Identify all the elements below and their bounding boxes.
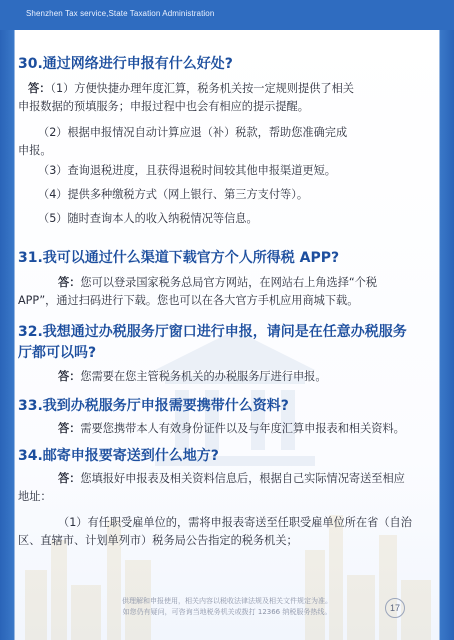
question-34-point1-line2: 区、直辖市、计划单列市）税务局公告指定的税务机关；: [18, 534, 298, 547]
question-34-answer-line1: 答：您填报好申报表及相关资料信息后，根据自己实际情况寄送至相应: [58, 472, 405, 485]
answer-label: 答：: [58, 472, 81, 485]
question-32-answer: 答：您需要在您主管税务机关的办税服务厅进行申报。: [58, 370, 327, 383]
question-31-answer-line2: APP”，通过扫码进行下载。您也可以在各大官方手机应用商城下载。: [18, 294, 359, 307]
answer-label: 答：: [58, 422, 81, 435]
question-34-title: 34.邮寄申报要寄送到什么地方?: [18, 448, 219, 464]
footer-note-line1: 供理解和申报使用，相关内容以税收法律法规及相关文件规定为准。: [122, 597, 332, 605]
question-30-point4: （4）提供多种缴税方式（网上银行、第三方支付等）。: [38, 188, 309, 201]
question-31-answer-line1: 答：您可以登录国家税务总局官方网站，在网站右上角选择“个税: [58, 276, 378, 289]
question-30-point2-line1: （2）根据申报情况自动计算应退（补）税款，帮助您准确完成: [38, 126, 348, 139]
question-30-point2-line2: 申报。: [18, 144, 52, 157]
question-32-title-line1: 32.我想通过办税服务厅窗口进行申报，请问是在任意办税服务: [18, 324, 407, 340]
question-32-title-line2: 厅都可以吗?: [18, 345, 97, 361]
answer-label: 答：: [58, 370, 81, 383]
question-34-point1-line1: （1）有任职受雇单位的，需将申报表寄送至任职受雇单位所在省（自治: [58, 516, 412, 529]
header-bar: [0, 0, 454, 30]
question-33-title: 33.我到办税服务厅申报需要携带什么资料?: [18, 398, 289, 414]
question-30-point3: （3）查询退税进度，且获得退税时间较其他申报渠道更短。: [38, 164, 336, 177]
question-30-answer-line2: 申报数据的预填服务；申报过程中也会有相应的提示提醒。: [18, 100, 309, 113]
answer-label: 答：: [58, 276, 81, 289]
footer-note-line2: 如您仍有疑问，可咨询当地税务机关或拨打 12366 纳税服务热线。: [122, 608, 332, 616]
question-34-answer-line2: 地址：: [18, 490, 52, 503]
question-30-point5: （5）随时查询本人的收入纳税情况等信息。: [38, 212, 258, 225]
question-33-answer: 答：需要您携带本人有效身份证件以及与年度汇算申报表和相关资料。: [58, 422, 405, 435]
question-30-answer-line1: 答：（1）方便快捷办理年度汇算，税务机关按一定规则提供了相关: [28, 82, 354, 95]
org-name: Shenzhen Tax service,State Taxation Administration: [26, 9, 215, 18]
answer-label: 答：: [28, 82, 51, 95]
question-30-title: 30.通过网络进行申报有什么好处?: [18, 56, 233, 72]
question-31-title: 31.我可以通过什么渠道下载官方个人所得税 APP?: [18, 250, 340, 266]
page-number: 17: [385, 598, 405, 618]
